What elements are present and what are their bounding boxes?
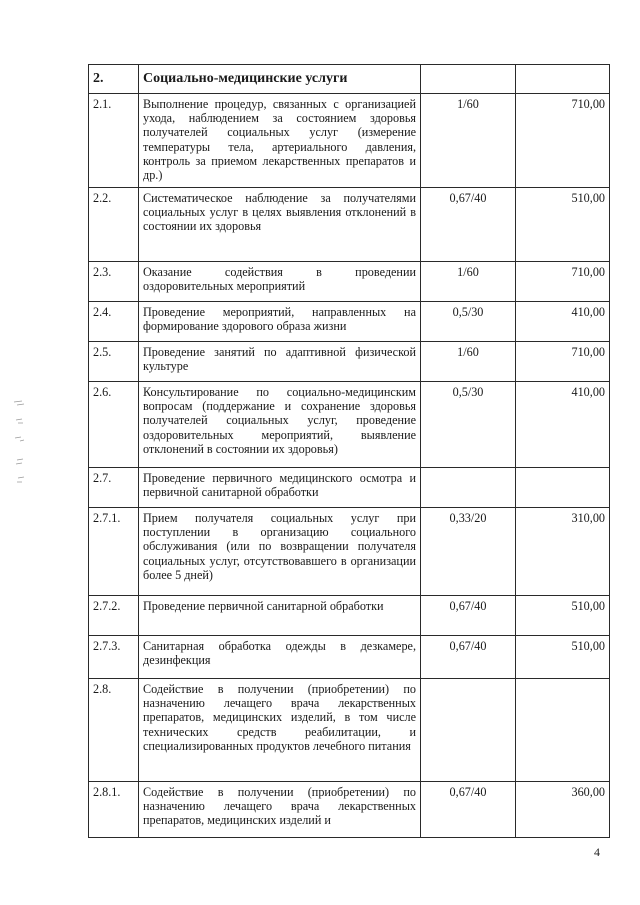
time-norm: 0,67/40 [421,782,516,838]
service-price: 510,00 [516,636,610,679]
service-price [516,468,610,508]
section-price-cell [516,65,610,94]
table-row [89,262,610,302]
service-price: 710,00 [516,262,610,302]
service-description: Выполнение процедур, связанных с организацией ухода, наблюдением за состоянием здоровья получателей социальных услуг (измерение температуры тела, артериального давления, контроль за приемом лекарственных препаратов и др.) [139,94,421,188]
service-number: 2.7.1. [89,508,139,596]
page-number: 4 [594,845,600,859]
service-price: 310,00 [516,508,610,596]
service-description: Санитарная обработка одежды в дезкамере, дезинфекция [139,636,421,679]
section-header-row [89,65,610,94]
table-row [89,302,610,342]
service-description: Содействие в получении (приобретении) по назначению лечащего врача лекарственных препаратов, медицинских изделий, в том числе технических средств реабилитации, и специализированных продуктов лечебного питания [139,679,421,782]
service-description: Оказание содействия в проведении оздоровительных мероприятий [139,262,421,302]
service-description: Содействие в получении (приобретении) по назначению лечащего врача лекарственных препаратов, медицинских изделий и [139,782,421,838]
table-row [89,342,610,382]
tariff-table [88,64,610,838]
table-row [89,596,610,636]
service-price: 410,00 [516,382,610,468]
time-norm: 1/60 [421,94,516,188]
service-price: 510,00 [516,596,610,636]
table-row [89,636,610,679]
service-price: 360,00 [516,782,610,838]
time-norm [421,679,516,782]
table-row [89,94,610,188]
service-number: 2.2. [89,188,139,262]
service-price: 410,00 [516,302,610,342]
service-price: 510,00 [516,188,610,262]
section-number: 2. [89,65,139,94]
time-norm: 0,5/30 [421,302,516,342]
service-description: Проведение первичной санитарной обработки [139,596,421,636]
time-norm: 0,67/40 [421,636,516,679]
time-norm: 1/60 [421,342,516,382]
service-number: 2.6. [89,382,139,468]
time-norm: 1/60 [421,262,516,302]
service-description: Консультирование по социально-медицинским вопросам (поддержание и сохранение здоровья получателей социальных услуг, проведение оздоровительных мероприятий, выявление отклонений в состоянии их здоровья) [139,382,421,468]
table-row [89,508,610,596]
time-norm: 0,67/40 [421,188,516,262]
time-norm [421,468,516,508]
scan-margin-marks [8,398,38,488]
table-row [89,468,610,508]
service-description: Систематическое наблюдение за получателями социальных услуг в целях выявления отклонений в состоянии их здоровья [139,188,421,262]
service-number: 2.7. [89,468,139,508]
service-number: 2.7.3. [89,636,139,679]
time-norm: 0,33/20 [421,508,516,596]
section-norm-cell [421,65,516,94]
service-number: 2.4. [89,302,139,342]
service-number: 2.5. [89,342,139,382]
table-row [89,382,610,468]
service-description: Проведение мероприятий, направленных на формирование здорового образа жизни [139,302,421,342]
service-number: 2.3. [89,262,139,302]
service-number: 2.7.2. [89,596,139,636]
service-description: Прием получателя социальных услуг при поступлении в организацию социального обслуживания (или по возвращении получателя социальных услуг, отсутствовавшего в организации более 5 дней) [139,508,421,596]
service-number: 2.8.1. [89,782,139,838]
service-description: Проведение первичного медицинского осмотра и первичной санитарной обработки [139,468,421,508]
service-price: 710,00 [516,342,610,382]
service-number: 2.1. [89,94,139,188]
service-number: 2.8. [89,679,139,782]
table-row [89,188,610,262]
service-description: Проведение занятий по адаптивной физической культуре [139,342,421,382]
table-row [89,679,610,782]
service-price: 710,00 [516,94,610,188]
table-row [89,782,610,838]
time-norm: 0,5/30 [421,382,516,468]
time-norm: 0,67/40 [421,596,516,636]
service-price [516,679,610,782]
section-title: Социально-медицинские услуги [139,65,421,94]
